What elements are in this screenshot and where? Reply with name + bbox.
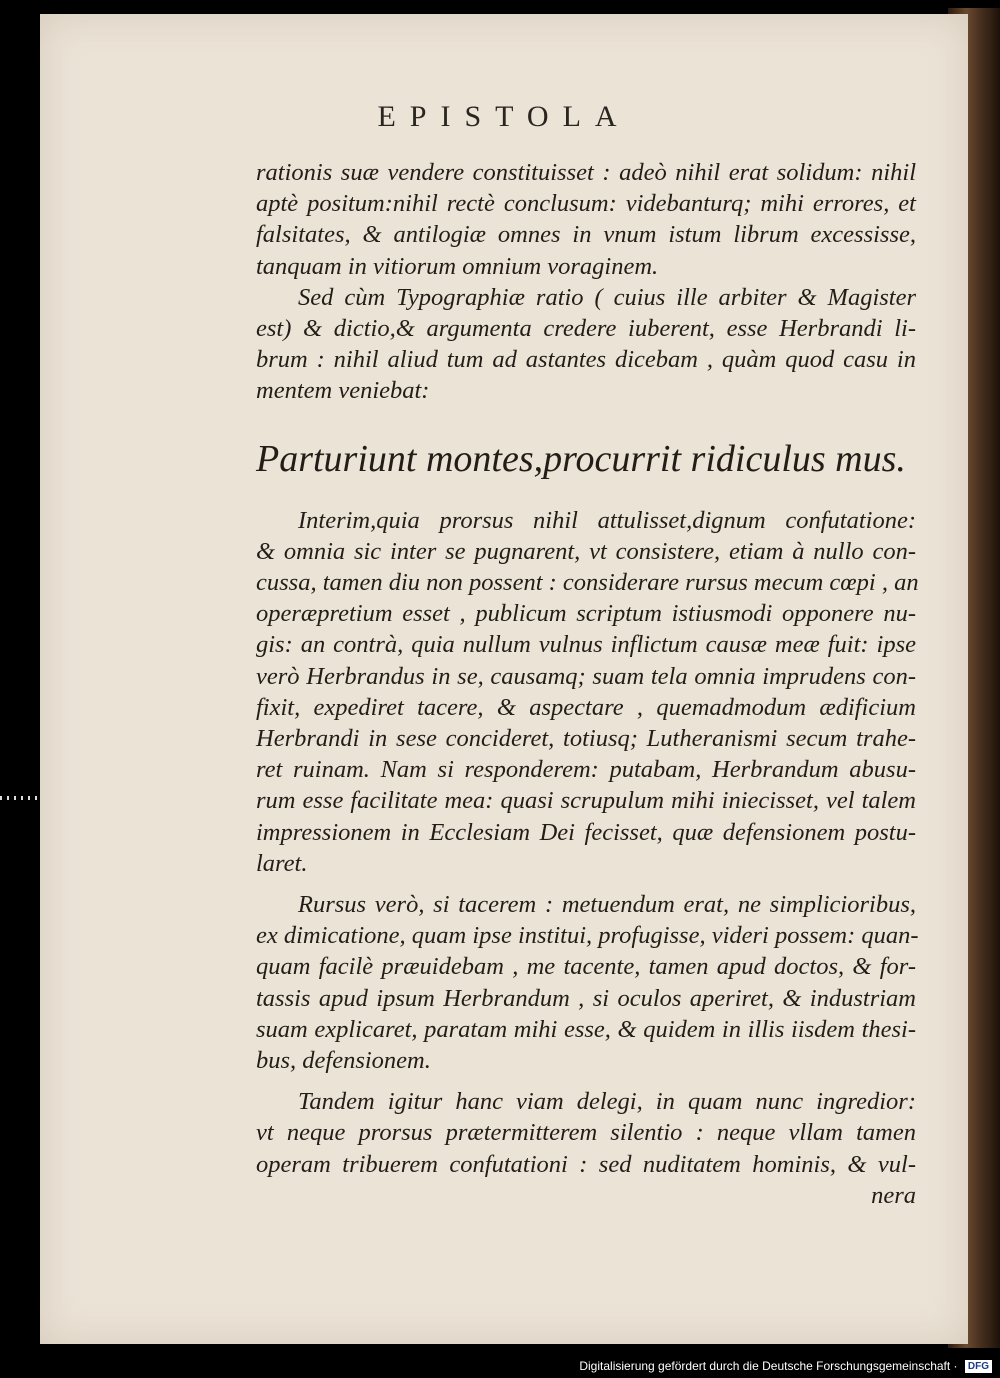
text-line: vt neque prorsus prætermitterem silentio : neque vllam tamen	[256, 1119, 916, 1147]
text-line: ret ruinam. Nam si responderem: putabam, Herbrandum abusu-	[256, 756, 916, 784]
credit-text: Digitalisierung gefördert durch die Deutsche Forschungsgemeinschaft ·	[579, 1359, 958, 1373]
dfg-logo: DFG	[965, 1360, 992, 1373]
text-line: Tandem igitur hanc viam delegi, in quam nunc ingredior:	[298, 1088, 916, 1116]
text-line: gis: an contrà, quia nullum vulnus inflictum causæ meæ fuit: ipse	[256, 631, 916, 659]
text-line: brum : nihil aliud tum ad astantes dicebam , quàm quod casu in	[256, 346, 916, 374]
text-line: Herbrandi in sese concideret, totiusq; Lutheranismi secum trahe-	[256, 725, 916, 753]
text-line: Sed cùm Typographiæ ratio ( cuius ille arbiter & Magister	[298, 283, 916, 311]
body-text	[256, 157, 919, 1211]
digitization-credit	[579, 1359, 992, 1373]
paragraph-4	[256, 889, 919, 1076]
text-line: falsitates, & antilogiæ omnes in vnum istum librum excessisse,	[256, 221, 916, 249]
text-line: bus, defensionem.	[256, 1047, 431, 1075]
text-line: est) & dictio,& argumenta credere iuberent, esse Herbrandi li-	[256, 315, 916, 343]
paragraph-5	[256, 1086, 916, 1180]
text-line: aptè positum:nihil rectè conclusum: videbanturq; mihi errores, et	[256, 190, 916, 218]
text-line: suam explicaret, paratam mihi esse, & quidem in illis iisdem thesi-	[256, 1015, 916, 1043]
paragraph-2	[256, 282, 916, 407]
text-line: verò Herbrandus in se, causamq; suam tela omnia imprudens con-	[256, 662, 916, 690]
text-line: Rursus verò, si tacerem : metuendum erat, ne simplicioribus,	[298, 891, 916, 919]
catchword: nera	[871, 1181, 916, 1209]
text-line: quam facilè præuidebam , me tacente, tamen apud doctos, & for-	[256, 953, 916, 981]
text-line: impressionem in Ecclesiam Dei fecisset, quæ defensionem postu-	[256, 818, 916, 846]
running-head: EPISTOLA	[377, 100, 631, 133]
text-line: fixit, expediret tacere, & aspectare , quemadmodum ædificium	[256, 693, 916, 721]
text-line: rum esse facilitate mea: quasi scrupulum mihi iniecisset, vel talem	[256, 787, 916, 815]
text-line: ex dimicatione, quam ipse institui, profugisse, videri possem: quan-	[256, 922, 919, 950]
text-line: operæpretium esset , publicum scriptum istiusmodi opponere nu-	[256, 600, 916, 628]
paragraph-3	[256, 505, 919, 879]
text-line: Interim,quia prorsus nihil attulisset,dignum confutatione:	[298, 506, 916, 534]
text-line: mentem veniebat:	[256, 377, 430, 405]
book-page	[40, 14, 968, 1344]
text-line: rationis suæ vendere constituisset : adeò nihil erat solidum: nihil	[256, 159, 916, 186]
scan-edge-dots	[0, 796, 40, 800]
text-line: laret.	[256, 849, 308, 877]
paragraph-1	[256, 157, 916, 282]
text-line: tassis apud ipsum Herbrandum , si oculos aperiret, & industriam	[256, 984, 916, 1012]
text-line: & omnia sic inter se pugnarent, vt consistere, etiam à nullo con-	[256, 537, 916, 565]
text-line: tanquam in vitiorum omnium voraginem.	[256, 252, 659, 280]
text-line: operam tribuerem confutationi : sed nuditatem hominis, & vul-	[256, 1150, 916, 1178]
text-line: cussa, tamen diu non possent : considerare rursus mecum cœpi , an	[256, 569, 919, 597]
verse-quotation: Parturiunt montes,procurrit ridiculus mus.	[256, 437, 906, 480]
